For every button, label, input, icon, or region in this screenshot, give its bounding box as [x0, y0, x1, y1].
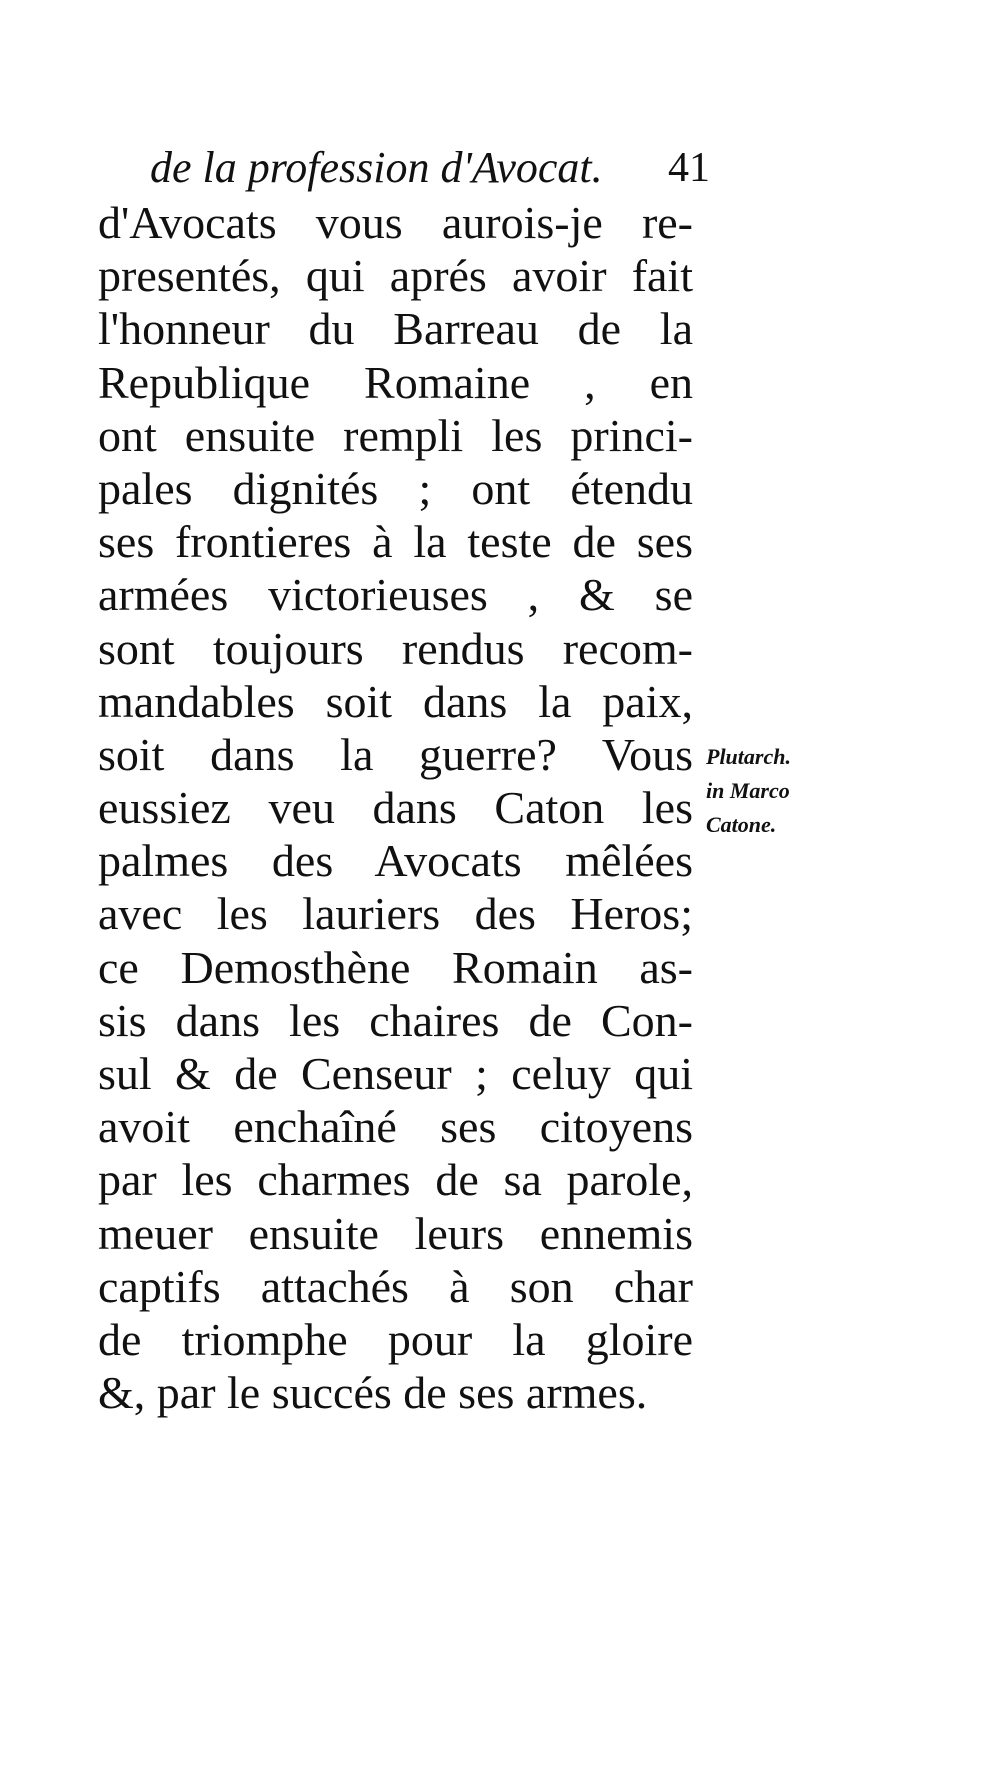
text-line: Republique Romaine , en: [98, 356, 693, 408]
text-line: &, par le succés de ses armes.: [98, 1367, 648, 1419]
text-line: ont ensuite rempli les princi-: [98, 409, 693, 461]
body-text: [98, 196, 693, 1419]
text-line: par les charmes de sa parole,: [98, 1154, 693, 1206]
text-line: l'honneur du Barreau de la: [98, 303, 693, 355]
marginal-note-line: Catone.: [706, 812, 777, 837]
text-line: pales dignités ; ont étendu: [98, 462, 693, 514]
text-line: sul & de Censeur ; celuy qui: [98, 1048, 693, 1099]
text-line: avoit enchaîné ses citoyens: [98, 1101, 693, 1153]
text-line: captifs attachés à son char: [98, 1260, 693, 1312]
marginal-note-line: in Marco: [706, 778, 790, 803]
marginal-note: [706, 740, 866, 842]
text-line: sis dans les chaires de Con-: [98, 994, 693, 1046]
text-line: mandables soit dans la paix,: [98, 675, 693, 727]
text-line: presentés, qui aprés avoir fait: [98, 250, 693, 302]
marginal-note-line: Plutarch.: [706, 744, 791, 769]
text-line: ses frontieres à la teste de ses: [98, 516, 693, 568]
text-line: soit dans la guerre? Vous: [98, 728, 693, 780]
text-line: sont toujours rendus recom-: [98, 622, 693, 674]
running-head: [150, 140, 710, 196]
running-title: de la profession d'Avocat.: [150, 143, 603, 192]
text-line: armées victorieuses , & se: [98, 569, 693, 621]
text-line: de triomphe pour la gloire: [98, 1313, 693, 1365]
page-number: 41: [668, 145, 710, 191]
text-line: avec les lauriers des Heros;: [98, 888, 693, 940]
text-line: palmes des Avocats mêlées: [98, 835, 693, 887]
text-line: meuer ensuite leurs ennemis: [98, 1207, 693, 1259]
text-line: d'Avocats vous aurois-je re-: [98, 197, 693, 248]
text-line: ce Demosthène Romain as-: [98, 941, 693, 993]
text-line: eussiez veu dans Caton les: [98, 782, 693, 834]
